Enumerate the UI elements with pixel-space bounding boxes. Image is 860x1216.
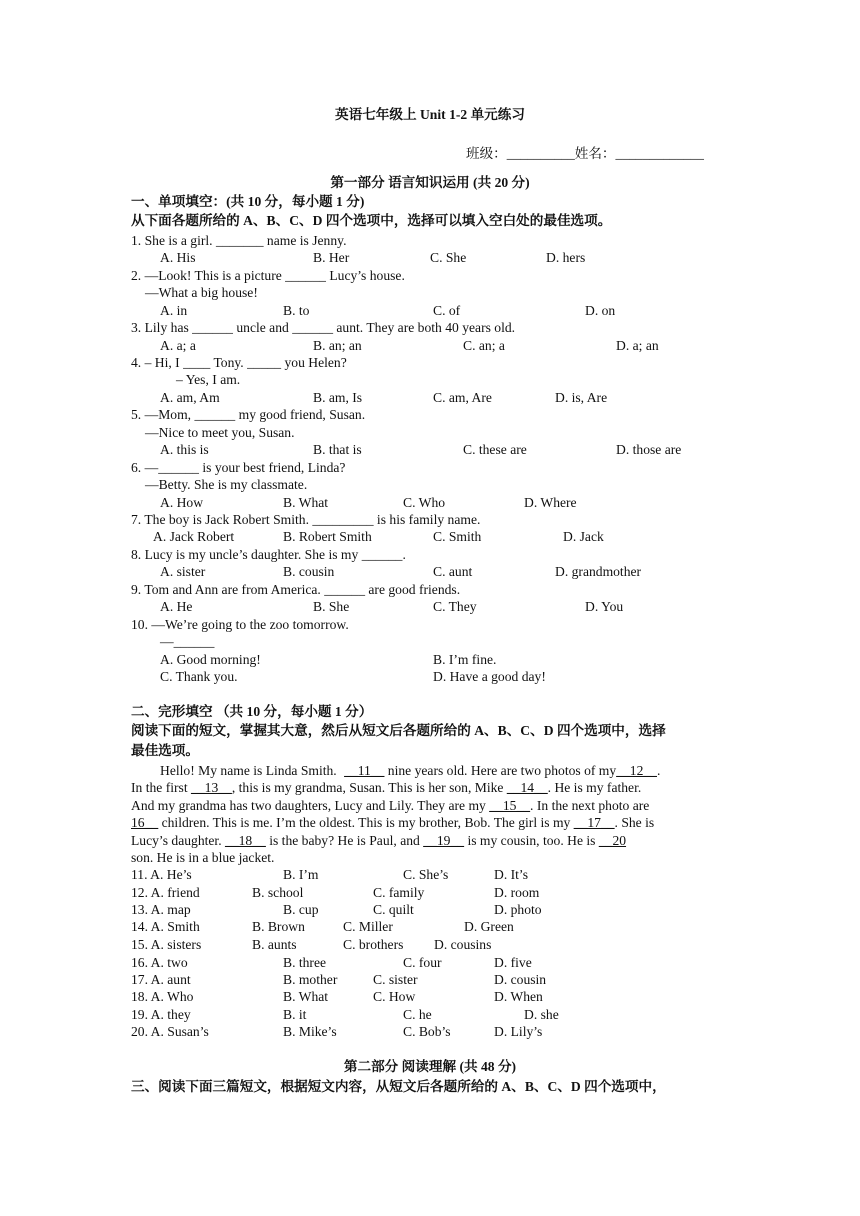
cloze-option-b: B. cup [283, 902, 319, 917]
question-stem: 5. —Mom, ______ my good friend, Susan. [131, 407, 366, 422]
option-a: A. Good morning! [160, 652, 261, 667]
blank-14: __14__ [506, 780, 548, 795]
cloze-option-c: C. She’s [403, 867, 449, 882]
cloze-option-c: C. Miller [343, 919, 393, 934]
option-a: A. sister [160, 564, 206, 579]
cloze-option-d: D. cousins [434, 937, 492, 952]
passage-line: Lucy’s daughter. __18__ is the baby? He is Paul, and __19__ is my cousin, too. He is __20 [131, 833, 627, 848]
option-c: C. these are [463, 442, 527, 457]
cloze-option-b: B. Brown [252, 919, 305, 934]
option-b: B. Her [313, 250, 350, 265]
option-c: C. aunt [433, 564, 473, 579]
option-c: C. am, Are [433, 390, 492, 405]
option-b: B. Robert Smith [283, 529, 372, 544]
option-b: B. cousin [283, 564, 335, 579]
option-d: D. grandmother [555, 564, 642, 579]
class-blank: __________ [506, 146, 575, 161]
cloze-option-n: 14. A. Smith [131, 919, 200, 934]
cloze-option-n: 19. A. they [131, 1007, 191, 1022]
option-b: B. to [283, 303, 310, 318]
option-d: D. Have a good day! [433, 669, 546, 684]
cloze-option-d: D. room [494, 885, 540, 900]
cloze-option-d: D. It’s [494, 867, 528, 882]
cloze-option-c: C. How [373, 989, 416, 1004]
blank-20: __20 [598, 833, 627, 848]
question-stem: 6. —______ is your best friend, Linda? [131, 460, 346, 475]
question-stem: 2. —Look! This is a picture ______ Lucy’s house. [131, 268, 405, 283]
cloze-option-b: B. I’m [283, 867, 319, 882]
option-d: D. hers [546, 250, 586, 265]
blank-19: __19__ [423, 833, 465, 848]
passage-line: Hello! My name is Linda Smith. __11__ nine years old. Here are two photos of my__12__. [160, 763, 661, 778]
cloze-option-b: B. aunts [252, 937, 297, 952]
cloze-option-c: C. quilt [373, 902, 414, 917]
option-d: D. Jack [563, 529, 604, 544]
question-stem: 8. Lucy is my uncle’s daughter. She is my ______. [131, 547, 406, 562]
cloze-option-n: 17. A. aunt [131, 972, 191, 987]
blank-16: 16__ [131, 815, 159, 830]
section2-instruction: 阅读下面的短文，掌握其大意，然后从短文后各题所给的 A、B、C、D 四个选项中，选择 [131, 723, 666, 738]
passage-line: In the first __13__, this is my grandma, Susan. This is her son, Mike __14__. He is my father. [131, 780, 642, 795]
question-stem-reply: —______ [160, 634, 215, 649]
question-stem: 10. —We’re going to the zoo tomorrow. [131, 617, 349, 632]
question-stem: 1. She is a girl. _______ name is Jenny. [131, 233, 347, 248]
name-blank: _____________ [615, 146, 704, 161]
option-a: A. a; a [160, 338, 196, 353]
option-c: C. of [433, 303, 461, 318]
cloze-option-b: B. mother [283, 972, 338, 987]
cloze-option-b: B. What [283, 989, 329, 1004]
option-d: D. on [585, 303, 616, 318]
option-d: D. You [585, 599, 624, 614]
option-d: D. a; an [616, 338, 659, 353]
cloze-option-n: 20. A. Susan’s [131, 1024, 209, 1039]
cloze-option-n: 11. A. He’s [131, 867, 192, 882]
question-stem-reply: —What a big house! [145, 285, 258, 300]
option-b: B. an; an [313, 338, 362, 353]
cloze-option-d: D. Lily’s [494, 1024, 543, 1039]
cloze-option-n: 12. A. friend [131, 885, 200, 900]
option-d: D. those are [616, 442, 682, 457]
option-b: B. that is [313, 442, 362, 457]
cloze-option-b: B. Mike’s [283, 1024, 337, 1039]
cloze-option-c: C. Bob’s [403, 1024, 451, 1039]
option-a: A. am, Am [160, 390, 220, 405]
cloze-option-c: C. brothers [343, 937, 404, 952]
option-c: C. She [430, 250, 467, 265]
question-stem: 3. Lily has ______ uncle and ______ aunt. They are both 40 years old. [131, 320, 516, 335]
option-b: B. She [313, 599, 350, 614]
option-a: A. His [160, 250, 196, 265]
part2-heading: 第二部分 阅读理解 (共 48 分) [343, 1059, 517, 1074]
worksheet-title: 英语七年级上 Unit 1-2 单元练习 [335, 107, 525, 122]
cloze-option-n: 18. A. Who [131, 989, 194, 1004]
cloze-option-d: D. five [494, 955, 532, 970]
option-c: C. an; a [463, 338, 505, 353]
part1-heading: 第一部分 语言知识运用 (共 20 分) [330, 175, 530, 190]
cloze-option-n: 13. A. map [131, 902, 191, 917]
cloze-option-c: C. he [403, 1007, 432, 1022]
blank-17: __17__ [573, 815, 615, 830]
cloze-option-c: C. four [403, 955, 442, 970]
name-label: 姓名： [574, 146, 616, 161]
passage-line: son. He is in a blue jacket. [131, 850, 275, 865]
cloze-option-n: 16. A. two [131, 955, 188, 970]
option-c: C. They [433, 599, 477, 614]
question-stem: 7. The boy is Jack Robert Smith. _________ is his family name. [131, 512, 481, 527]
question-stem-reply: —Nice to meet you, Susan. [145, 425, 295, 440]
cloze-option-c: C. family [373, 885, 425, 900]
cloze-option-d: D. cousin [494, 972, 547, 987]
option-a: A. this is [160, 442, 209, 457]
cloze-option-b: B. it [283, 1007, 307, 1022]
blank-13: __13__ [191, 780, 232, 795]
cloze-option-c: C. sister [373, 972, 418, 987]
section1-instruction: 从下面各题所给的 A、B、C、D 四个选项中，选择可以填入空白处的最佳选项。 [131, 213, 612, 228]
section2-title: 二、完形填空 （共 10 分，每小题 1 分） [131, 704, 373, 719]
section2-instruction-cont: 最佳选项。 [131, 743, 199, 758]
question-stem: 4. – Hi, I ____ Tony. _____ you Helen? [131, 355, 347, 370]
option-a: A. in [160, 303, 188, 318]
class-name-line [466, 145, 704, 162]
cloze-option-b: B. three [283, 955, 327, 970]
cloze-option-d: D. Green [464, 919, 514, 934]
option-b: B. I’m fine. [433, 652, 497, 667]
question-stem: 9. Tom and Ann are from America. ______ are good friends. [131, 582, 461, 597]
option-a: A. He [160, 599, 193, 614]
blank-12: __12__ [616, 763, 657, 778]
section1-title: 一、单项填空：(共 10 分，每小题 1 分) [131, 194, 365, 209]
cloze-option-b: B. school [252, 885, 304, 900]
class-label: 班级： [466, 146, 507, 161]
blank-18: __18__ [225, 833, 266, 848]
option-c: C. Thank you. [160, 669, 238, 684]
question-stem-reply: – Yes, I am. [176, 372, 241, 387]
cloze-option-d: D. she [524, 1007, 559, 1022]
question-stem-reply: —Betty. She is my classmate. [145, 477, 308, 492]
section3-title: 三、阅读下面三篇短文，根据短文内容，从短文后各题所给的 A、B、C、D 四个选项中， [131, 1079, 666, 1094]
cloze-option-d: D. photo [494, 902, 542, 917]
option-d: D. is, Are [555, 390, 608, 405]
blank-11: __11__ [344, 763, 385, 778]
option-c: C. Smith [433, 529, 482, 544]
passage-line: 16__ children. This is me. I’m the oldest. This is my brother, Bob. The girl is my __17__. She is [131, 815, 655, 830]
option-b: B. What [283, 495, 329, 510]
option-a: A. How [160, 495, 204, 510]
passage-line: And my grandma has two daughters, Lucy and Lily. They are my __15__. In the next photo are [131, 798, 650, 813]
cloze-option-d: D. When [494, 989, 543, 1004]
blank-15: __15__ [489, 798, 531, 813]
option-a: A. Jack Robert [153, 529, 235, 544]
option-b: B. am, Is [313, 390, 363, 405]
cloze-option-n: 15. A. sisters [131, 937, 202, 952]
option-c: C. Who [403, 495, 446, 510]
option-d: D. Where [524, 495, 577, 510]
